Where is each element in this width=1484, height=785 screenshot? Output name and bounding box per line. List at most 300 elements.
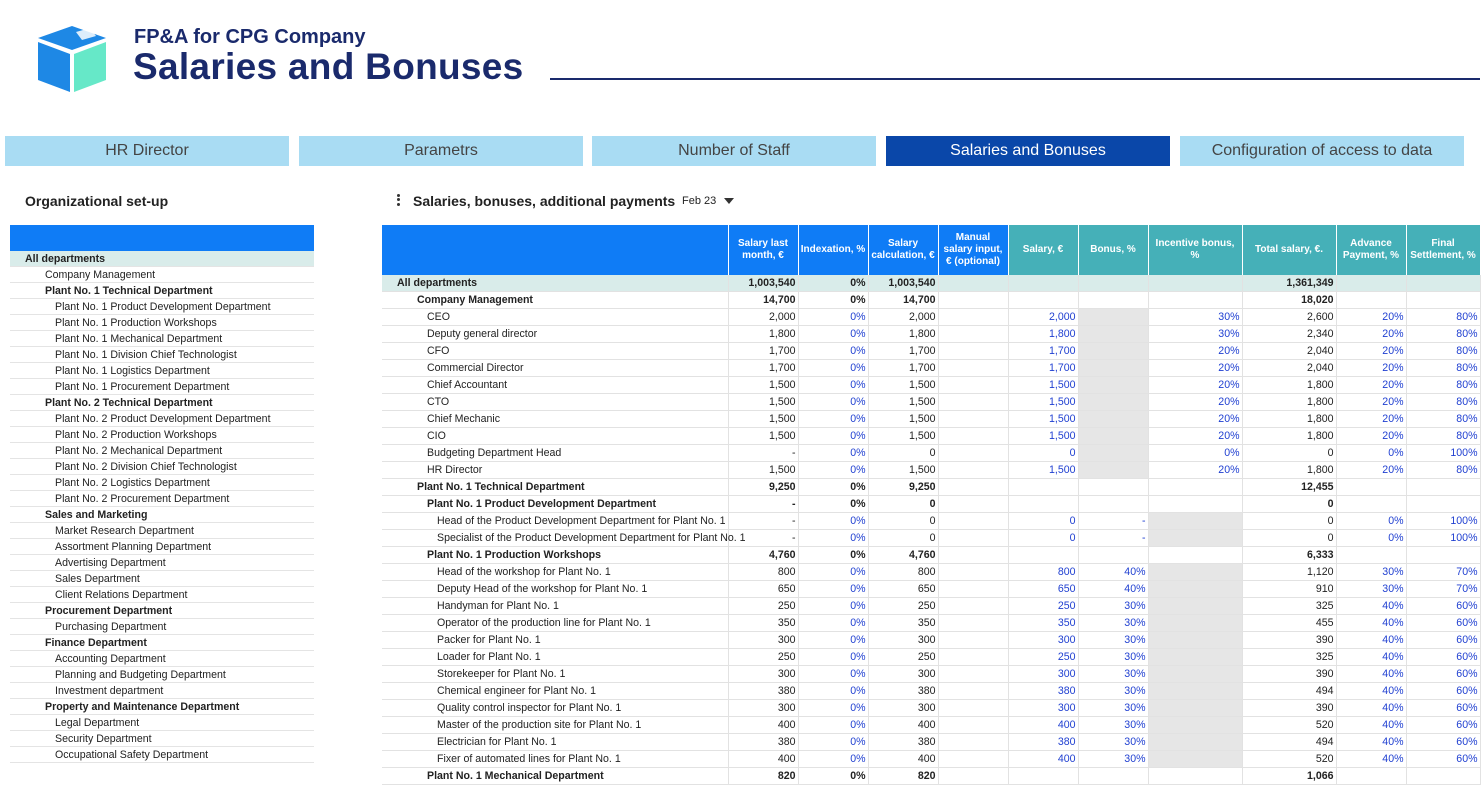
table-cell[interactable]: [1148, 649, 1242, 666]
table-cell[interactable]: 0%: [798, 632, 868, 649]
table-cell[interactable]: [1148, 717, 1242, 734]
table-cell[interactable]: 80%: [1406, 411, 1480, 428]
row-label: CFO: [382, 343, 728, 360]
table-cell[interactable]: [1148, 700, 1242, 717]
row-label: Plant No. 1 Product Development Department: [382, 496, 728, 513]
table-cell: [1148, 275, 1242, 292]
table-cell[interactable]: 60%: [1406, 683, 1480, 700]
org-item[interactable]: Assortment Planning Department: [10, 539, 314, 555]
tab-bar: [5, 136, 1480, 166]
table-row: [382, 683, 1480, 700]
table-cell[interactable]: 80%: [1406, 377, 1480, 394]
table-cell: 4,760: [728, 547, 798, 564]
table-row: [382, 530, 1480, 547]
table-cell: 0: [868, 496, 938, 513]
org-setup-title: Organizational set-up: [25, 193, 169, 209]
table-cell[interactable]: 0%: [798, 717, 868, 734]
table-cell[interactable]: 20%: [1336, 411, 1406, 428]
org-item[interactable]: Security Department: [10, 731, 314, 747]
table-cell[interactable]: 300: [1008, 632, 1078, 649]
table-cell: 350: [868, 615, 938, 632]
table-cell: 1,500: [868, 377, 938, 394]
org-list-header: [10, 225, 314, 251]
org-item[interactable]: Plant No. 2 Procurement Department: [10, 491, 314, 507]
tab-salaries-and-bonuses[interactable]: Salaries and Bonuses: [886, 136, 1170, 166]
table-cell: [938, 496, 1008, 513]
table-cell[interactable]: 60%: [1406, 615, 1480, 632]
table-cell: [938, 598, 1008, 615]
org-item[interactable]: Plant No. 1 Production Workshops: [10, 315, 314, 331]
table-cell[interactable]: 300: [1008, 666, 1078, 683]
org-item[interactable]: Planning and Budgeting Department: [10, 667, 314, 683]
table-cell[interactable]: 60%: [1406, 598, 1480, 615]
table-cell[interactable]: 30%: [1078, 700, 1148, 717]
table-cell: [1336, 479, 1406, 496]
table-cell: 1,800: [1242, 462, 1336, 479]
org-item[interactable]: Client Relations Department: [10, 587, 314, 603]
table-cell: 1,500: [728, 462, 798, 479]
table-cell[interactable]: 40%: [1336, 717, 1406, 734]
org-item[interactable]: Accounting Department: [10, 651, 314, 667]
table-cell[interactable]: 20%: [1336, 360, 1406, 377]
table-cell: 800: [728, 564, 798, 581]
table-cell[interactable]: 20%: [1336, 377, 1406, 394]
table-cell[interactable]: 0%: [798, 700, 868, 717]
table-cell[interactable]: 80%: [1406, 394, 1480, 411]
table-cell[interactable]: 80%: [1406, 462, 1480, 479]
org-item[interactable]: Investment department: [10, 683, 314, 699]
table-cell: [1078, 479, 1148, 496]
table-cell[interactable]: 20%: [1148, 360, 1242, 377]
table-row: [382, 581, 1480, 598]
table-cell[interactable]: 60%: [1406, 700, 1480, 717]
table-cell[interactable]: 30%: [1078, 632, 1148, 649]
table-cell[interactable]: 30%: [1078, 615, 1148, 632]
row-label: Chief Mechanic: [382, 411, 728, 428]
table-cell: [938, 700, 1008, 717]
table-cell: [938, 768, 1008, 785]
table-cell[interactable]: [1078, 377, 1148, 394]
org-item[interactable]: Company Management: [10, 267, 314, 283]
table-cell: 400: [868, 751, 938, 768]
table-cell[interactable]: 20%: [1148, 343, 1242, 360]
table-cell[interactable]: 70%: [1406, 581, 1480, 598]
table-cell: 2,340: [1242, 326, 1336, 343]
table-cell[interactable]: 0%: [798, 360, 868, 377]
table-cell[interactable]: 0%: [798, 683, 868, 700]
table-cell[interactable]: 40%: [1336, 615, 1406, 632]
table-cell[interactable]: 1,500: [1008, 462, 1078, 479]
row-label: Commercial Director: [382, 360, 728, 377]
table-cell: 14,700: [728, 292, 798, 309]
org-item[interactable]: Plant No. 2 Mechanical Department: [10, 443, 314, 459]
period-select[interactable]: Feb 23: [682, 195, 717, 207]
table-cell: [938, 292, 1008, 309]
table-cell[interactable]: 80%: [1406, 343, 1480, 360]
table-cell: 910: [1242, 581, 1336, 598]
table-cell[interactable]: 0%: [798, 734, 868, 751]
table-cell[interactable]: 40%: [1078, 564, 1148, 581]
table-cell[interactable]: 30%: [1078, 598, 1148, 615]
table-cell: 18,020: [1242, 292, 1336, 309]
table-cell[interactable]: 250: [1008, 649, 1078, 666]
row-label: Fixer of automated lines for Plant No. 1: [382, 751, 728, 768]
table-cell[interactable]: [1148, 734, 1242, 751]
row-label: CIO: [382, 428, 728, 445]
org-item[interactable]: Market Research Department: [10, 523, 314, 539]
table-cell[interactable]: 1,700: [1008, 360, 1078, 377]
table-cell: [938, 513, 1008, 530]
table-cell[interactable]: 40%: [1336, 649, 1406, 666]
table-cell[interactable]: 0: [1008, 445, 1078, 462]
company-subtitle: FP&A for CPG Company: [134, 26, 366, 48]
table-cell: 820: [728, 768, 798, 785]
table-cell[interactable]: 650: [1008, 581, 1078, 598]
table-cell[interactable]: 0%: [798, 581, 868, 598]
org-item[interactable]: Finance Department: [10, 635, 314, 651]
table-cell[interactable]: 60%: [1406, 666, 1480, 683]
tab-configuration-access[interactable]: Configuration of access to data: [1180, 136, 1464, 166]
table-cell: [1148, 479, 1242, 496]
table-cell[interactable]: 70%: [1406, 564, 1480, 581]
table-cell: [938, 530, 1008, 547]
table-cell[interactable]: 0%: [798, 411, 868, 428]
table-cell: 325: [1242, 598, 1336, 615]
org-item[interactable]: Purchasing Department: [10, 619, 314, 635]
table-cell: 300: [868, 666, 938, 683]
table-cell[interactable]: 800: [1008, 564, 1078, 581]
table-cell[interactable]: 0%: [1336, 445, 1406, 462]
table-cell[interactable]: 0%: [798, 615, 868, 632]
table-cell: 1,361,349: [1242, 275, 1336, 292]
table-cell: 400: [868, 717, 938, 734]
table-cell[interactable]: [1078, 445, 1148, 462]
table-cell: [938, 445, 1008, 462]
salary-table-container: [382, 225, 1480, 782]
tab-hr-director[interactable]: HR Director: [5, 136, 289, 166]
table-cell: -: [728, 445, 798, 462]
table-row: [382, 377, 1480, 394]
table-row: [382, 343, 1480, 360]
table-cell[interactable]: [1078, 326, 1148, 343]
table-cell[interactable]: 30%: [1078, 649, 1148, 666]
table-cell[interactable]: 20%: [1336, 394, 1406, 411]
table-cell[interactable]: 40%: [1336, 751, 1406, 768]
column-header: Bonus, %: [1078, 225, 1148, 275]
table-cell[interactable]: 20%: [1336, 343, 1406, 360]
table-cell: 2,040: [1242, 343, 1336, 360]
table-cell: [938, 343, 1008, 360]
table-cell[interactable]: [1148, 683, 1242, 700]
table-cell[interactable]: [1148, 751, 1242, 768]
table-cell: [1406, 768, 1480, 785]
more-vert-icon[interactable]: [394, 192, 402, 208]
org-item[interactable]: Plant No. 2 Division Chief Technologist: [10, 459, 314, 475]
table-cell[interactable]: 0: [1008, 513, 1078, 530]
table-cell: 0: [868, 513, 938, 530]
table-cell[interactable]: 60%: [1406, 734, 1480, 751]
org-item[interactable]: Procurement Department: [10, 603, 314, 619]
table-cell[interactable]: 100%: [1406, 513, 1480, 530]
table-cell[interactable]: 20%: [1148, 428, 1242, 445]
chevron-down-icon[interactable]: [724, 198, 734, 204]
table-cell[interactable]: 30%: [1078, 683, 1148, 700]
table-cell[interactable]: 30%: [1148, 326, 1242, 343]
table-cell[interactable]: 100%: [1406, 530, 1480, 547]
table-row: [382, 666, 1480, 683]
table-cell[interactable]: 250: [1008, 598, 1078, 615]
table-cell[interactable]: 20%: [1336, 309, 1406, 326]
table-cell: 0: [868, 445, 938, 462]
table-row: [382, 411, 1480, 428]
row-label: Master of the production site for Plant No. 1: [382, 717, 728, 734]
org-item[interactable]: Plant No. 1 Product Development Department: [10, 299, 314, 315]
table-cell[interactable]: [1078, 428, 1148, 445]
table-cell[interactable]: 40%: [1336, 683, 1406, 700]
table-cell: [1008, 547, 1078, 564]
table-cell[interactable]: 0%: [798, 513, 868, 530]
table-cell[interactable]: 30%: [1078, 666, 1148, 683]
table-cell[interactable]: 2,000: [1008, 309, 1078, 326]
table-cell[interactable]: 80%: [1406, 326, 1480, 343]
tab-parametrs[interactable]: Parametrs: [299, 136, 583, 166]
table-cell[interactable]: [1078, 343, 1148, 360]
table-cell[interactable]: 40%: [1336, 598, 1406, 615]
table-cell[interactable]: 100%: [1406, 445, 1480, 462]
table-cell[interactable]: 1,800: [1008, 326, 1078, 343]
org-item[interactable]: Plant No. 1 Procurement Department: [10, 379, 314, 395]
table-cell: [938, 394, 1008, 411]
org-item[interactable]: Sales and Marketing: [10, 507, 314, 523]
table-cell[interactable]: [1148, 598, 1242, 615]
table-cell[interactable]: [1078, 411, 1148, 428]
table-cell[interactable]: 0%: [798, 666, 868, 683]
table-cell[interactable]: 0: [1008, 530, 1078, 547]
table-cell[interactable]: [1148, 564, 1242, 581]
table-cell[interactable]: 20%: [1336, 462, 1406, 479]
table-cell: 1,700: [728, 343, 798, 360]
org-item[interactable]: Advertising Department: [10, 555, 314, 571]
table-cell[interactable]: 1,500: [1008, 428, 1078, 445]
table-cell: [1148, 768, 1242, 785]
table-cell: [1336, 768, 1406, 785]
row-label: Budgeting Department Head: [382, 445, 728, 462]
table-cell: 2,040: [1242, 360, 1336, 377]
table-cell: 1,500: [868, 394, 938, 411]
table-cell[interactable]: 0%: [1148, 445, 1242, 462]
table-cell[interactable]: 20%: [1148, 377, 1242, 394]
table-cell[interactable]: 30%: [1336, 581, 1406, 598]
table-cell: 1,700: [728, 360, 798, 377]
table-cell[interactable]: 20%: [1336, 428, 1406, 445]
table-cell[interactable]: 0%: [798, 564, 868, 581]
table-cell: 0: [1242, 513, 1336, 530]
table-cell[interactable]: [1148, 666, 1242, 683]
table-cell[interactable]: -: [1078, 513, 1148, 530]
table-cell[interactable]: 60%: [1406, 717, 1480, 734]
table-cell: 380: [868, 683, 938, 700]
table-cell[interactable]: 0%: [798, 309, 868, 326]
table-cell: [938, 649, 1008, 666]
row-label: Handyman for Plant No. 1: [382, 598, 728, 615]
org-item[interactable]: Plant No. 2 Logistics Department: [10, 475, 314, 491]
table-cell: 1,500: [728, 394, 798, 411]
table-cell[interactable]: 20%: [1148, 394, 1242, 411]
org-tree: [10, 251, 314, 763]
table-cell[interactable]: 40%: [1336, 700, 1406, 717]
table-cell[interactable]: [1148, 530, 1242, 547]
table-cell: 455: [1242, 615, 1336, 632]
org-item[interactable]: Occupational Safety Department: [10, 747, 314, 763]
table-cell: 494: [1242, 734, 1336, 751]
org-item[interactable]: Sales Department: [10, 571, 314, 587]
table-cell: [938, 734, 1008, 751]
org-item[interactable]: Plant No. 2 Product Development Department: [10, 411, 314, 427]
table-cell: 0: [1242, 445, 1336, 462]
table-cell: 800: [868, 564, 938, 581]
table-cell: 1,800: [1242, 411, 1336, 428]
table-cell[interactable]: 30%: [1078, 717, 1148, 734]
org-item[interactable]: Plant No. 1 Division Chief Technologist: [10, 347, 314, 363]
table-cell[interactable]: 30%: [1336, 564, 1406, 581]
row-label: Packer for Plant No. 1: [382, 632, 728, 649]
table-cell[interactable]: 60%: [1406, 751, 1480, 768]
table-cell[interactable]: 30%: [1078, 734, 1148, 751]
table-cell[interactable]: 0%: [798, 394, 868, 411]
table-cell[interactable]: [1148, 632, 1242, 649]
table-cell: [1008, 479, 1078, 496]
table-cell: 1,500: [868, 462, 938, 479]
table-cell: 1,500: [728, 377, 798, 394]
table-cell[interactable]: 40%: [1336, 632, 1406, 649]
table-cell: [938, 309, 1008, 326]
table-cell: 2,600: [1242, 309, 1336, 326]
table-cell: [1336, 496, 1406, 513]
table-cell: 1,066: [1242, 768, 1336, 785]
table-cell: 820: [868, 768, 938, 785]
column-header: [382, 225, 728, 275]
org-item[interactable]: Plant No. 1 Logistics Department: [10, 363, 314, 379]
table-cell[interactable]: 30%: [1148, 309, 1242, 326]
table-cell: 1,500: [868, 411, 938, 428]
table-cell: 400: [728, 751, 798, 768]
table-cell: 1,003,540: [728, 275, 798, 292]
table-cell[interactable]: 1,500: [1008, 394, 1078, 411]
table-cell[interactable]: [1078, 462, 1148, 479]
table-cell[interactable]: 20%: [1336, 326, 1406, 343]
org-item[interactable]: Plant No. 2 Technical Department: [10, 395, 314, 411]
table-row: [382, 445, 1480, 462]
table-cell[interactable]: 0%: [1336, 530, 1406, 547]
table-cell[interactable]: [1148, 581, 1242, 598]
table-cell: 390: [1242, 666, 1336, 683]
org-item[interactable]: Plant No. 1 Mechanical Department: [10, 331, 314, 347]
table-cell[interactable]: 380: [1008, 683, 1078, 700]
org-item[interactable]: Legal Department: [10, 715, 314, 731]
table-cell[interactable]: 0%: [1336, 513, 1406, 530]
table-cell[interactable]: 60%: [1406, 632, 1480, 649]
table-cell: -: [728, 513, 798, 530]
table-cell[interactable]: 1,500: [1008, 411, 1078, 428]
tab-number-of-staff[interactable]: Number of Staff: [592, 136, 876, 166]
table-cell: 494: [1242, 683, 1336, 700]
org-item[interactable]: Plant No. 2 Production Workshops: [10, 427, 314, 443]
table-cell[interactable]: 400: [1008, 717, 1078, 734]
box-icon: [36, 24, 108, 94]
table-row: [382, 734, 1480, 751]
group-row: [382, 768, 1480, 785]
table-cell[interactable]: 40%: [1336, 666, 1406, 683]
table-cell[interactable]: 0%: [798, 649, 868, 666]
table-cell[interactable]: [1148, 615, 1242, 632]
table-cell[interactable]: 80%: [1406, 360, 1480, 377]
row-label: Company Management: [382, 292, 728, 309]
table-cell[interactable]: [1078, 309, 1148, 326]
table-cell: [938, 428, 1008, 445]
table-cell: 1,700: [868, 343, 938, 360]
table-cell[interactable]: 0%: [798, 343, 868, 360]
table-cell[interactable]: 0%: [798, 530, 868, 547]
table-cell[interactable]: 350: [1008, 615, 1078, 632]
table-cell[interactable]: 1,700: [1008, 343, 1078, 360]
table-cell: 0%: [798, 479, 868, 496]
table-cell[interactable]: 40%: [1336, 734, 1406, 751]
org-item[interactable]: Plant No. 1 Technical Department: [10, 283, 314, 299]
table-cell: 400: [728, 717, 798, 734]
table-cell: 0%: [798, 496, 868, 513]
table-cell[interactable]: 0%: [798, 462, 868, 479]
table-cell: [1406, 479, 1480, 496]
table-cell: 4,760: [868, 547, 938, 564]
table-cell: 9,250: [728, 479, 798, 496]
org-item[interactable]: Property and Maintenance Department: [10, 699, 314, 715]
table-cell[interactable]: 0%: [798, 326, 868, 343]
table-cell[interactable]: -: [1078, 530, 1148, 547]
row-label: Deputy Head of the workshop for Plant No. 1: [382, 581, 728, 598]
table-cell: [938, 360, 1008, 377]
column-header: Advance Payment, %: [1336, 225, 1406, 275]
table-cell[interactable]: 20%: [1148, 462, 1242, 479]
table-cell[interactable]: [1078, 394, 1148, 411]
table-cell: 390: [1242, 700, 1336, 717]
table-cell[interactable]: 0%: [798, 445, 868, 462]
page-title: Salaries and Bonuses: [133, 46, 524, 87]
group-row: [382, 496, 1480, 513]
table-cell[interactable]: [1078, 360, 1148, 377]
table-cell[interactable]: 60%: [1406, 649, 1480, 666]
table-cell[interactable]: 30%: [1078, 751, 1148, 768]
table-cell: 300: [728, 666, 798, 683]
table-cell[interactable]: 0%: [798, 428, 868, 445]
table-cell[interactable]: 0%: [798, 598, 868, 615]
table-cell[interactable]: 300: [1008, 700, 1078, 717]
table-cell: [1078, 292, 1148, 309]
org-item[interactable]: All departments: [10, 251, 314, 267]
table-cell[interactable]: 80%: [1406, 428, 1480, 445]
table-cell: [1008, 275, 1078, 292]
table-cell[interactable]: 1,500: [1008, 377, 1078, 394]
table-cell[interactable]: 0%: [798, 751, 868, 768]
table-cell[interactable]: 40%: [1078, 581, 1148, 598]
table-row: [382, 649, 1480, 666]
table-cell: [1406, 547, 1480, 564]
table-cell[interactable]: 400: [1008, 751, 1078, 768]
table-cell[interactable]: 80%: [1406, 309, 1480, 326]
table-cell[interactable]: 0%: [798, 377, 868, 394]
table-cell[interactable]: 20%: [1148, 411, 1242, 428]
table-cell[interactable]: 380: [1008, 734, 1078, 751]
table-cell[interactable]: [1148, 513, 1242, 530]
